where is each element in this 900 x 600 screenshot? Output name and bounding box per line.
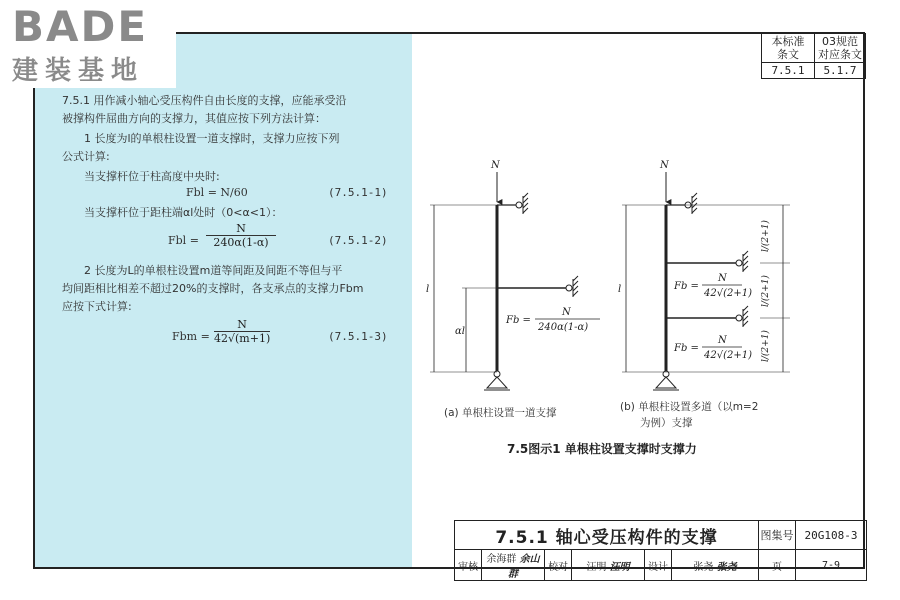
clause-line-3: 1 长度为l的单根柱设置一道支撑时，支撑力应按下列 bbox=[84, 132, 340, 145]
label-l-a: l bbox=[426, 284, 430, 295]
clause-line-2: 被撑构件屈曲方向的支撑力，其值应按下列方法计算： bbox=[62, 112, 326, 125]
clause-line-6: 当支撑杆位于距柱端αl处时（0<α<1）： bbox=[84, 206, 283, 219]
figure-a bbox=[430, 172, 600, 390]
ref-header-standard: 本标准 条文 bbox=[762, 34, 815, 63]
equation-2-denominator: 240α(1-α) bbox=[213, 236, 269, 249]
top-hinge-a bbox=[516, 202, 522, 208]
dim-seg-1: l/(2+1) bbox=[761, 220, 771, 252]
page-label: 页 bbox=[759, 550, 796, 581]
fa-denominator: 240α(1-α) bbox=[538, 322, 589, 333]
designer: 张尧 张尧 bbox=[672, 550, 759, 581]
ref-header-code: 03规范 对应条文 bbox=[815, 34, 866, 63]
title-block bbox=[454, 520, 867, 581]
clause-line-4: 公式计算: bbox=[62, 150, 110, 163]
clause-line-1: 7.5.1 用作减小轴心受压构件自由长度的支撑，应能承受沿 bbox=[62, 94, 347, 107]
ref-value-standard: 7.5.1 bbox=[762, 63, 815, 79]
fb-denominator-1: 42√(2+1) bbox=[704, 288, 753, 299]
clause-line-9: 应按下式计算: bbox=[62, 300, 132, 313]
label-l-b: l bbox=[618, 284, 622, 295]
equation-3-numerator: N bbox=[214, 318, 270, 332]
caption-a: (a) 单根柱设置一道支撑 bbox=[444, 407, 557, 419]
checker: 汪明 汪明 bbox=[572, 550, 645, 581]
equation-1: Fbl = N/60 bbox=[186, 186, 248, 199]
fb-numerator-1: N bbox=[718, 273, 727, 284]
equation-3-lhs: Fbm = bbox=[172, 330, 210, 343]
clause-line-7: 2 长度为L的单根柱设置m道等间距及间距不等但与平 bbox=[84, 264, 343, 277]
designer-signature: 张尧 bbox=[716, 561, 737, 573]
label-fb-a: Fb = bbox=[506, 315, 531, 326]
label-fb-b2: Fb = bbox=[674, 343, 699, 354]
clause-line-8: 均间距相比相差不超过20%的支撑时，各支承点的支撑力Fbm bbox=[62, 282, 364, 295]
caption-b-line-2: 为例）支撑 bbox=[640, 417, 693, 429]
equation-1-number: (7.5.1-1) bbox=[328, 186, 388, 199]
mid-hinge-a bbox=[566, 285, 572, 291]
equation-2-numerator: N bbox=[206, 222, 276, 236]
dim-seg-2: l/(2+1) bbox=[761, 275, 771, 307]
label-al-a: αl bbox=[455, 326, 465, 337]
ref-value-code: 5.1.7 bbox=[815, 63, 866, 79]
review-label: 审核 bbox=[455, 550, 482, 581]
equation-2-lhs: Fbl = bbox=[168, 234, 199, 247]
logo-subtitle: 建装基地 bbox=[12, 56, 145, 86]
page-number: 7-9 bbox=[796, 550, 867, 581]
base-support-a bbox=[487, 377, 507, 388]
fa-numerator: N bbox=[562, 307, 571, 318]
equation-2-number: (7.5.1-2) bbox=[328, 234, 388, 247]
atlas-label: 图集号 bbox=[759, 521, 796, 550]
clause-line-5: 当支撑杆位于柱高度中央时: bbox=[84, 170, 220, 183]
label-N-a: N bbox=[491, 160, 500, 171]
logo-brand: BADE bbox=[12, 2, 149, 51]
fb-numerator-2: N bbox=[718, 335, 727, 346]
checker-signature: 汪明 bbox=[609, 561, 630, 573]
atlas-number: 20G108-3 bbox=[796, 521, 867, 550]
equation-3-denominator: 42√(m+1) bbox=[214, 332, 271, 345]
dim-seg-3: l/(2+1) bbox=[761, 330, 771, 362]
drawing-title: 7.5.1 轴心受压构件的支撑 bbox=[455, 521, 759, 550]
reviewer-signature: 余山群 bbox=[508, 554, 540, 580]
equation-3-number: (7.5.1-3) bbox=[328, 330, 388, 343]
design-label: 设计 bbox=[645, 550, 672, 581]
figure-title: 7.5图示1 单根柱设置支撑时支撑力 bbox=[507, 442, 697, 456]
reviewer: 余海群 余山群 bbox=[482, 550, 545, 581]
check-label: 校对 bbox=[545, 550, 572, 581]
fb-denominator-2: 42√(2+1) bbox=[704, 350, 753, 361]
base-support-b bbox=[656, 377, 676, 388]
caption-b-line-1: (b) 单根柱设置多道（以m=2 bbox=[620, 401, 759, 413]
label-fb-b1: Fb = bbox=[674, 281, 699, 292]
label-N-b: N bbox=[660, 160, 669, 171]
